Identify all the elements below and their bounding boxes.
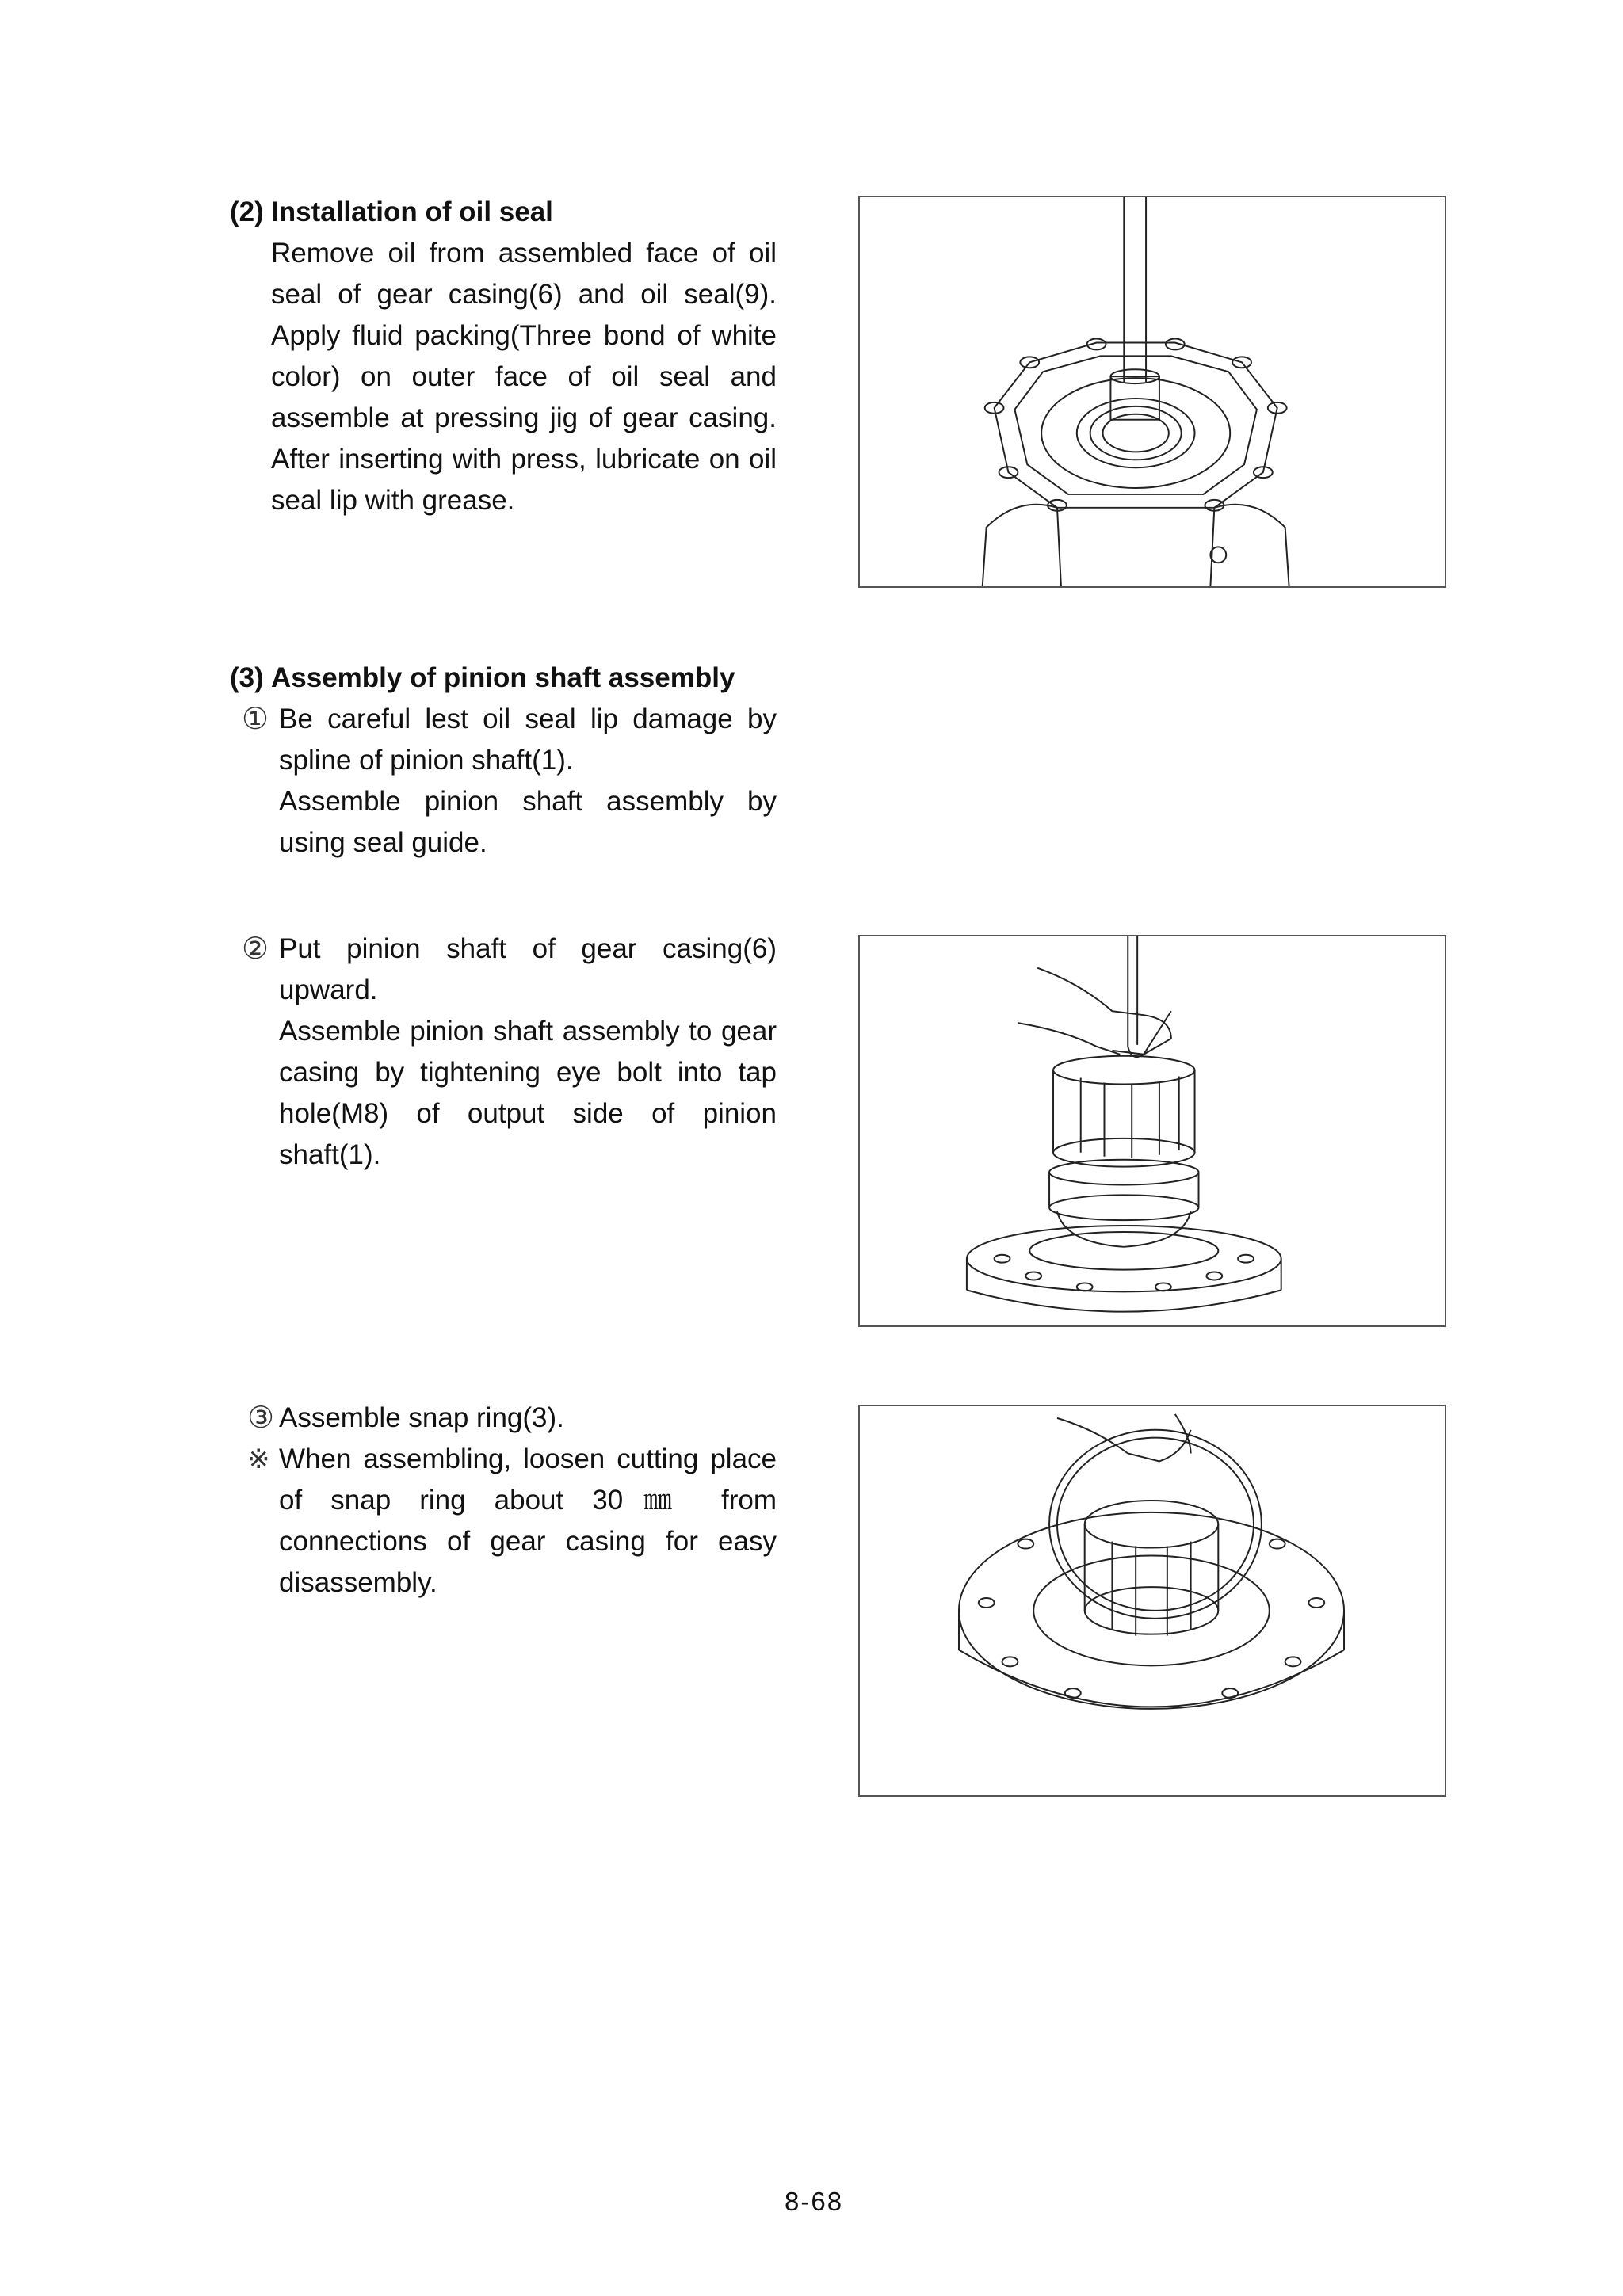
- step-2-text-2: Assemble pinion shaft assembly to gear casing by tightening eye bolt into tap hole(M8) of output side of pinion shaft(1).: [279, 1016, 777, 1170]
- section-3-heading: [230, 658, 735, 699]
- figure-snap-ring: [858, 1405, 1446, 1797]
- section-2-heading: [230, 192, 553, 233]
- step-1-marker: ①: [242, 703, 269, 736]
- step-2-text: Put pinion shaft of gear casing(6) upward.: [279, 933, 777, 1005]
- step-1-text: Be careful lest oil seal lip damage by spline of pinion shaft(1).: [279, 704, 777, 776]
- note-text: When assembling, loosen cutting place of snap ring about 30㎜ from connections of gear casing for easy disassembly.: [279, 1444, 777, 1598]
- section-2-body: Remove oil from assembled face of oil seal of gear casing(6) and oil seal(9). Apply fluid packing(Three bond of white color) on outer face of oil seal and assemble at pressing jig of gear casing. After inserting with press, lubricate on oil seal lip with grease.: [271, 238, 777, 516]
- step-1-text-2: Assemble pinion shaft assembly by using seal guide.: [279, 786, 777, 858]
- section-3-title: Assembly of pinion shaft assembly: [271, 662, 735, 693]
- section-2-number: (2): [230, 196, 264, 227]
- note-marker: ※: [247, 1444, 270, 1474]
- step-3-text: Assemble snap ring(3).: [279, 1402, 564, 1433]
- figure-oil-seal-pressing: [858, 196, 1446, 588]
- section-3-number: (3): [230, 662, 264, 693]
- figure-pinion-shaft-eye-bolt: [858, 935, 1446, 1327]
- page-number: 8-68: [785, 2187, 844, 2216]
- step-3-marker: ③: [247, 1402, 275, 1435]
- step-2-marker: ②: [242, 933, 269, 966]
- section-2-title: Installation of oil seal: [271, 196, 553, 227]
